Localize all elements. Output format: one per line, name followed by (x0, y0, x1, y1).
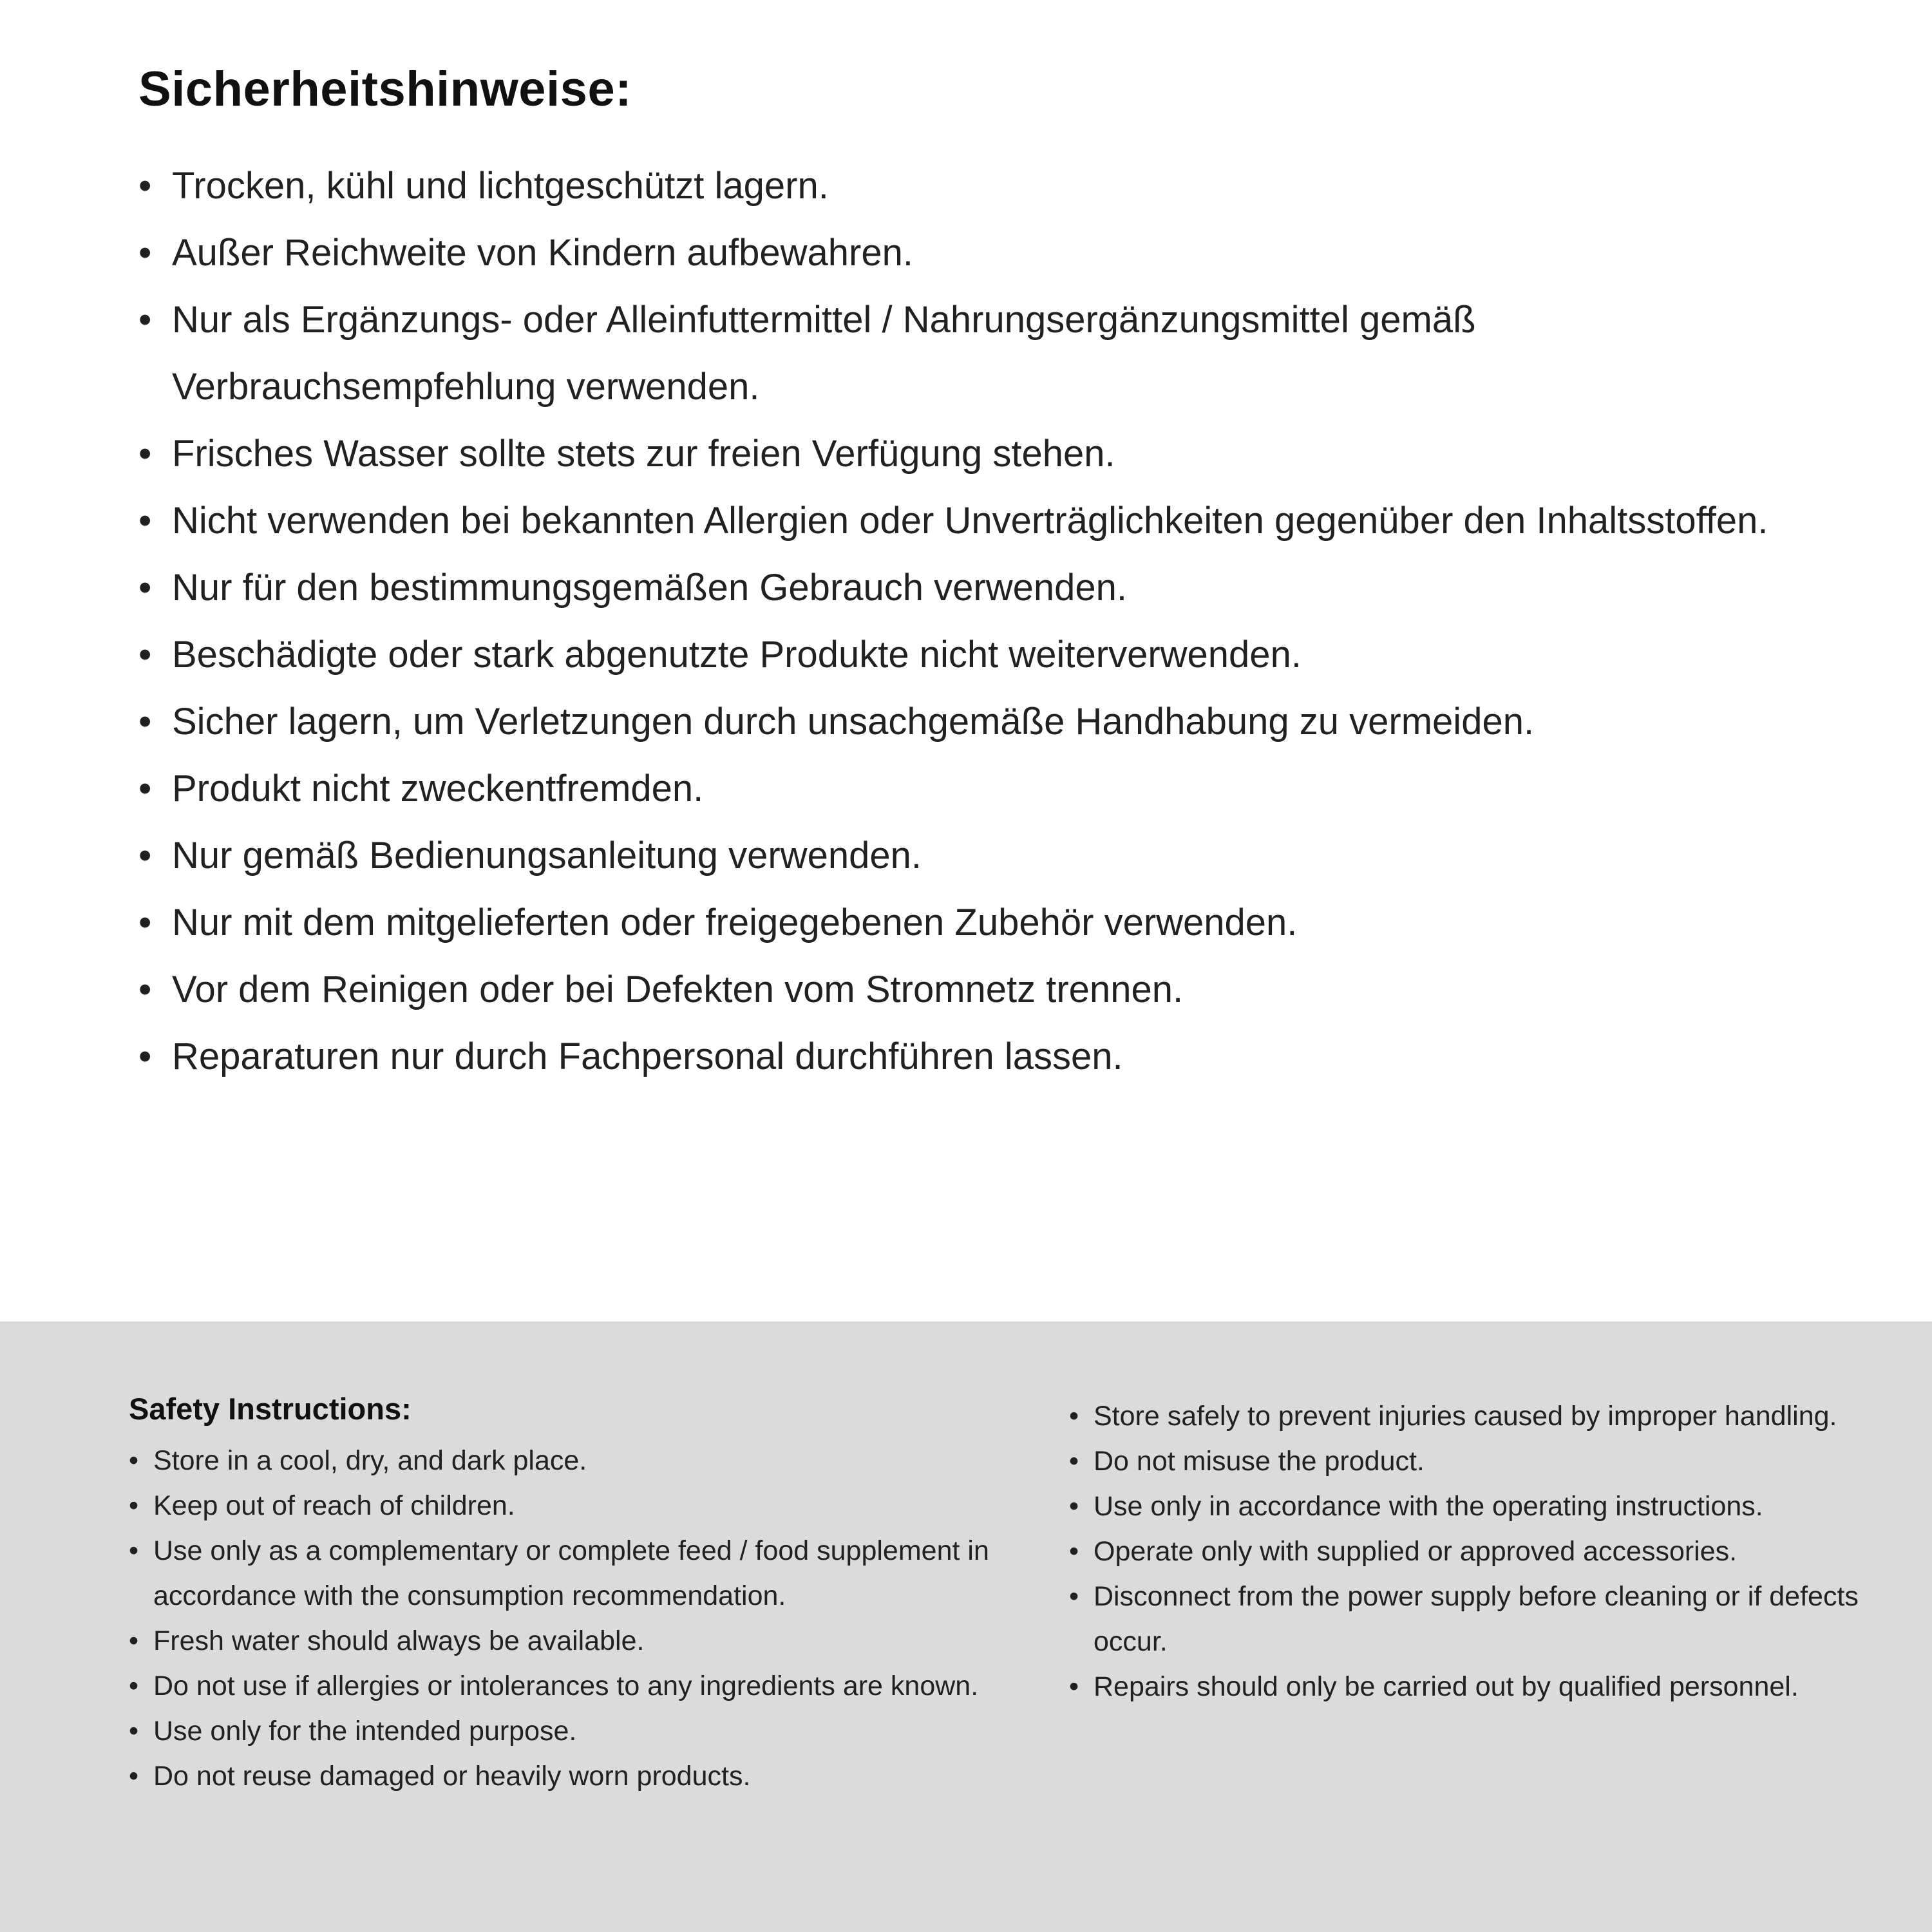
list-item (129, 1438, 992, 1483)
bullet-marker: • (129, 1625, 139, 1656)
bullet-marker: • (1069, 1671, 1079, 1702)
bullet-marker: • (138, 433, 152, 475)
bullet-marker: • (138, 232, 152, 274)
list-item-text: Use only as a complementary or complete feed / food supplement in accordance with the consumption recommendation. (153, 1535, 989, 1611)
list-item-text: Produkt nicht zweckentfremden. (172, 768, 704, 810)
list-item (129, 1709, 992, 1754)
list-item-text: Use only in accordance with the operating instructions. (1094, 1491, 1763, 1522)
list-item (129, 1618, 992, 1663)
list-item (1069, 1664, 1906, 1709)
list-item (1069, 1529, 1906, 1574)
english-safety-list-right (1069, 1394, 1906, 1709)
list-item (1069, 1484, 1906, 1529)
list-item (1069, 1439, 1906, 1484)
bullet-marker: • (138, 567, 152, 609)
list-item (138, 889, 1800, 956)
bullet-marker: • (138, 835, 152, 876)
list-item (138, 755, 1800, 822)
bullet-marker: • (1069, 1581, 1079, 1612)
list-item-text: Nur gemäß Bedienungsanleitung verwenden. (172, 835, 922, 876)
list-item-text: Frisches Wasser sollte stets zur freien Verfügung stehen. (172, 433, 1115, 475)
bullet-marker: • (129, 1716, 139, 1747)
english-safety-section (0, 1321, 1932, 1932)
english-section-title: Safety Instructions: (129, 1392, 412, 1426)
list-item-text: Fresh water should always be available. (153, 1625, 645, 1656)
list-item (138, 220, 1800, 287)
list-item-text: Sicher lagern, um Verletzungen durch unsachgemäße Handhabung zu vermeiden. (172, 701, 1535, 743)
list-item (129, 1528, 992, 1618)
english-right-column (1069, 1391, 1906, 1932)
list-item (1069, 1394, 1906, 1439)
bullet-marker: • (138, 701, 152, 743)
list-item (138, 287, 1800, 421)
list-item-text: Nur für den bestimmungsgemäßen Gebrauch verwenden. (172, 567, 1127, 609)
list-item-text: Store safely to prevent injuries caused by improper handling. (1094, 1401, 1837, 1432)
bullet-marker: • (129, 1490, 139, 1521)
list-item-text: Use only for the intended purpose. (153, 1716, 577, 1747)
list-item-text: Operate only with supplied or approved accessories. (1094, 1536, 1738, 1567)
list-item-text: Nicht verwenden bei bekannten Allergien oder Unverträglichkeiten gegenüber den Inhaltsstoffen. (172, 500, 1768, 542)
list-item (138, 554, 1800, 621)
bullet-marker: • (129, 1671, 139, 1701)
list-item-text: Store in a cool, dry, and dark place. (153, 1445, 587, 1476)
bullet-marker: • (1069, 1491, 1079, 1522)
bullet-marker: • (138, 1036, 152, 1077)
bullet-marker: • (1069, 1536, 1079, 1567)
list-item (129, 1754, 992, 1799)
list-item (138, 1023, 1800, 1090)
bullet-marker: • (129, 1535, 139, 1566)
list-item (138, 488, 1800, 554)
bullet-marker: • (138, 165, 152, 207)
list-item-text: Außer Reichweite von Kindern aufbewahren. (172, 232, 913, 274)
list-item (138, 621, 1800, 688)
list-item-text: Disconnect from the power supply before cleaning or if defects occur. (1094, 1581, 1859, 1657)
list-item-text: Trocken, kühl und lichtgeschützt lagern. (172, 165, 829, 207)
bullet-marker: • (138, 768, 152, 810)
list-item (129, 1483, 992, 1528)
english-left-column (129, 1391, 992, 1932)
list-item (138, 688, 1800, 755)
list-item-text: Vor dem Reinigen oder bei Defekten vom Stromnetz trennen. (172, 969, 1184, 1010)
list-item-text: Do not misuse the product. (1094, 1446, 1425, 1477)
bullet-marker: • (138, 500, 152, 542)
german-safety-list (138, 153, 1800, 1090)
bullet-marker: • (138, 634, 152, 676)
list-item-text: Nur mit dem mitgelieferten oder freigegebenen Zubehör verwenden. (172, 902, 1298, 943)
english-safety-list-left (129, 1438, 992, 1799)
german-section-title: Sicherheitshinweise: (138, 62, 632, 117)
list-item (1069, 1574, 1906, 1664)
list-item-text: Reparaturen nur durch Fachpersonal durchführen lassen. (172, 1036, 1123, 1077)
list-item (138, 822, 1800, 889)
list-item-text: Do not use if allergies or intolerances to any ingredients are known. (153, 1671, 979, 1701)
bullet-marker: • (138, 902, 152, 943)
bullet-marker: • (1069, 1401, 1079, 1432)
bullet-marker: • (1069, 1446, 1079, 1477)
list-item (138, 421, 1800, 488)
list-item (138, 956, 1800, 1023)
bullet-marker: • (138, 969, 152, 1010)
list-item-text: Keep out of reach of children. (153, 1490, 515, 1521)
list-item-text: Nur als Ergänzungs- oder Alleinfuttermittel / Nahrungsergänzungsmittel gemäß Verbrauchsempfehlung verwenden. (172, 299, 1476, 408)
list-item (138, 153, 1800, 220)
list-item-text: Do not reuse damaged or heavily worn products. (153, 1761, 751, 1792)
list-item (129, 1663, 992, 1709)
list-item-text: Beschädigte oder stark abgenutzte Produkte nicht weiterverwenden. (172, 634, 1302, 676)
bullet-marker: • (129, 1761, 139, 1792)
list-item-text: Repairs should only be carried out by qualified personnel. (1094, 1671, 1799, 1702)
bullet-marker: • (138, 299, 152, 341)
bullet-marker: • (129, 1445, 139, 1476)
